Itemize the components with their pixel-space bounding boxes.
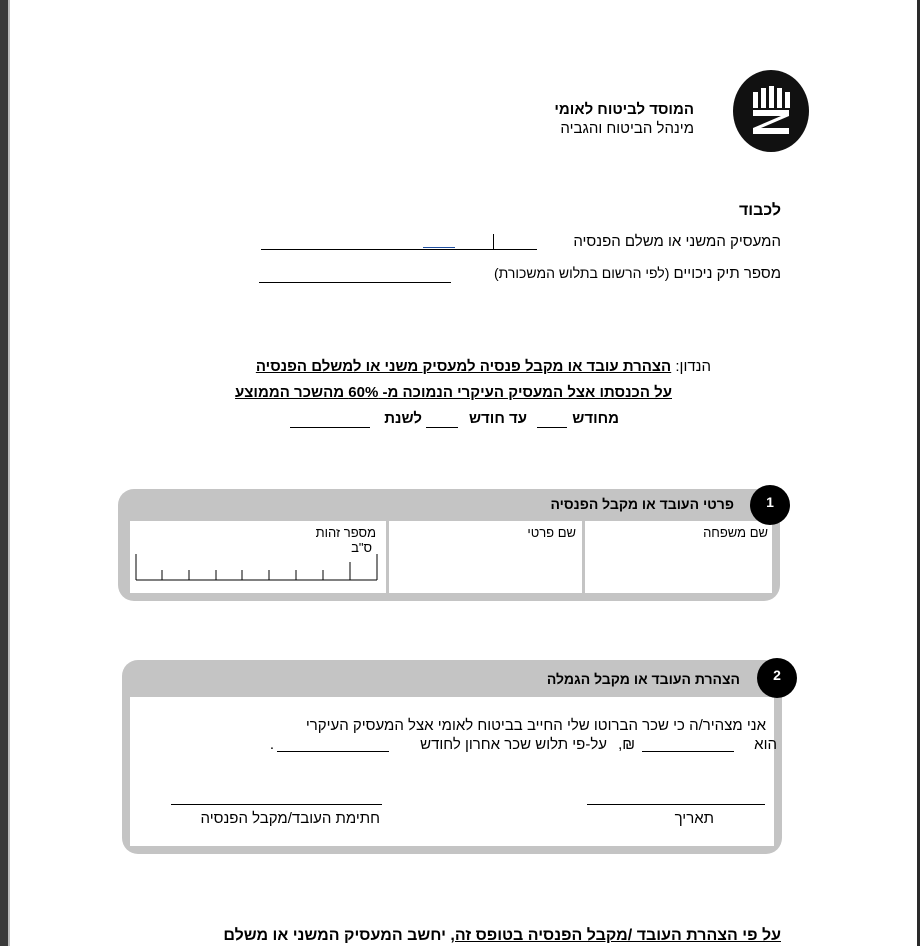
gross-salary-field[interactable] — [642, 751, 734, 752]
section-2-title: הצהרת העובד או מקבל הגמלה — [546, 671, 740, 687]
file-number-label-text: מספר תיק ניכויים — [673, 265, 781, 282]
year-label: לשנת — [384, 410, 422, 427]
section-1-title: פרטי העובד או מקבל הפנסיה — [550, 496, 734, 512]
to-month-field[interactable] — [426, 427, 458, 428]
file-number-label — [494, 265, 781, 282]
year-field[interactable] — [290, 427, 370, 428]
first-name-label: שם פרטי — [527, 525, 576, 540]
footer-text-rest: יחשב המעסיק המשני או משלם — [223, 927, 451, 944]
section-1-number: 1 — [750, 485, 790, 525]
signature-field[interactable] — [171, 804, 382, 805]
page-edge-left — [0, 0, 8, 946]
id-number-label: מספר זהות — [315, 525, 376, 540]
org-name: המוסד לביטוח לאומי — [554, 101, 694, 118]
subject-title-1: הצהרת עובד או מקבל פנסיה למעסיק משני או למשלם הפנסיה — [255, 358, 672, 375]
footer-text — [223, 927, 781, 945]
from-month-field[interactable] — [537, 427, 567, 428]
check-digit-label: ס"ב — [351, 540, 372, 555]
section-1-divider-2 — [582, 521, 585, 593]
section-2-number: 2 — [757, 658, 797, 698]
declaration-by-label: על-פי תלוש שכר אחרון לחודש — [420, 736, 607, 753]
to-label: לכבוד — [738, 202, 781, 219]
employer-name-field[interactable] — [261, 249, 537, 250]
file-number-field[interactable] — [259, 282, 451, 283]
page-edge-left-shadow — [8, 0, 10, 946]
subject-title-2: על הכנסתו אצל המעסיק העיקרי הנמוכה מ- 60% מהשכר הממוצע — [235, 384, 672, 401]
page-edge-right — [917, 0, 920, 946]
first-name-field[interactable] — [392, 543, 578, 589]
subject-prefix: הנדון: — [675, 358, 711, 375]
national-insurance-logo — [733, 70, 809, 152]
org-subtitle: מינהל הביטוח והגביה — [560, 120, 694, 137]
logo-emblem-icon — [733, 70, 809, 152]
signature-label: חתימת העובד/מקבל הפנסיה — [200, 810, 380, 827]
employer-label: המעסיק המשני או משלם הפנסיה — [573, 233, 781, 250]
text-cursor — [493, 234, 494, 250]
employer-field-cursor — [423, 247, 455, 248]
declaration-is-label: הוא — [754, 736, 777, 753]
last-payslip-month-field[interactable] — [277, 751, 389, 752]
declaration-line-1: אני מצהיר/ה כי שכר הברוטו שלי החייב בביטוח לאומי אצל המעסיק העיקרי — [305, 717, 766, 734]
subject-line-1 — [256, 358, 711, 375]
declaration-end: . — [269, 736, 274, 753]
id-number-field[interactable] — [134, 552, 380, 582]
currency-sign: ₪, — [618, 736, 635, 753]
section-1-divider-1 — [386, 521, 389, 593]
date-field[interactable] — [587, 804, 765, 805]
to-month-label: עד חודש — [468, 410, 527, 427]
file-number-note: (לפי הרשום בתלוש המשכורת) — [494, 265, 670, 281]
date-label: תאריך — [674, 810, 714, 827]
from-month-label: מחודש — [572, 410, 619, 427]
footer-text-underlined: על פי הצהרת העובד /מקבל הפנסיה בטופס זה, — [450, 927, 781, 944]
family-name-field[interactable] — [588, 543, 768, 589]
family-name-label: שם משפחה — [703, 525, 768, 540]
